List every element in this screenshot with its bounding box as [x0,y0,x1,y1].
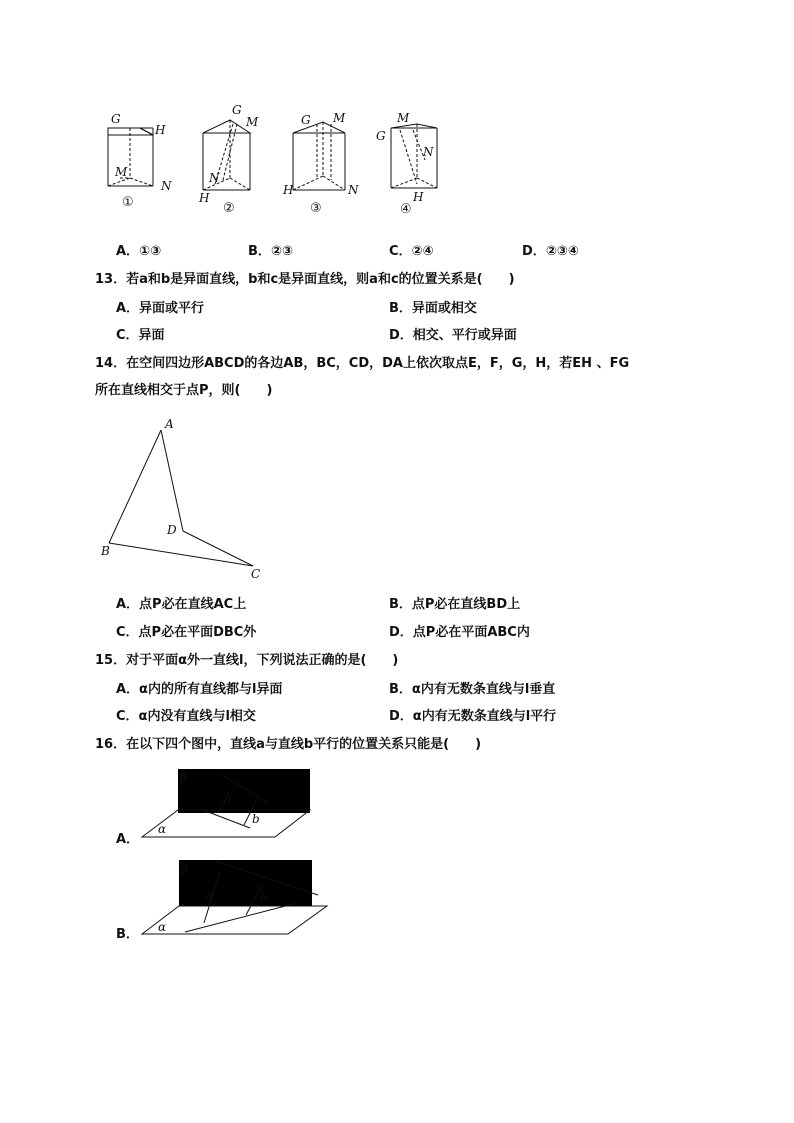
label-n: N [348,183,359,197]
label-m: M [333,111,346,125]
label-b: b [252,812,260,826]
label-a: A [165,417,174,431]
q14-stem-line2: 所在直线相交于点P，则( ) [95,383,273,398]
q12-option-c[interactable]: C．②④ [389,244,434,259]
label-m: M [115,165,128,179]
q12-option-a[interactable]: A．①③ [116,244,162,259]
q13-option-c[interactable]: C．异面 [116,328,165,343]
label-a: a [224,792,232,806]
caption-2: ② [223,201,235,216]
q12-figure [95,100,455,220]
q14-stem-line1: 14．在空间四边形ABCD的各边AB，BC，CD，DA上依次取点E，F，G，H，若EH 、FG [95,356,630,371]
label-b: B [101,544,110,558]
label-beta: β [181,862,188,876]
caption-1: ① [122,195,134,210]
q13-stem: 13．若a和b是异面直线，b和c是异面直线，则a和c的位置关系是( ) [95,272,515,287]
caption-4: ④ [400,202,412,217]
label-g: G [111,112,121,126]
q12-option-d[interactable]: D．②③④ [522,244,579,259]
q16-option-b[interactable]: B． [116,927,139,942]
q14-option-c[interactable]: C．点P必在平面DBC外 [116,625,257,640]
q15-option-c[interactable]: C．α内没有直线与l相交 [116,709,256,724]
q14-option-a[interactable]: A．点P必在直线AC上 [116,597,247,612]
prism-4 [376,111,437,217]
q15-option-b[interactable]: B．α内有无数条直线与l垂直 [389,682,556,697]
label-b: b [260,890,268,904]
q15-option-a[interactable]: A．α内的所有直线都与l异面 [116,682,283,697]
prism-1 [108,112,172,210]
label-n: N [209,171,220,185]
q13-option-d[interactable]: D．相交、平行或异面 [389,328,517,343]
label-g: G [376,129,386,143]
label-h: H [413,190,424,204]
q16-option-a[interactable]: A． [116,832,140,847]
label-h: H [283,183,294,197]
q15-stem: 15．对于平面α外一直线l，下列说法正确的是( ) [95,653,399,668]
caption-3: ③ [310,201,322,216]
label-alpha: α [158,822,167,836]
label-d: D [167,523,177,537]
q13-option-b[interactable]: B．异面或相交 [389,301,477,316]
label-beta: β [180,770,187,784]
label-m: M [246,115,259,129]
q12-option-b[interactable]: B．②③ [248,244,293,259]
prism-3 [282,111,359,216]
q14-option-d[interactable]: D．点P必在平面ABC内 [389,625,530,640]
q16-figure-a [140,765,335,845]
label-g: G [301,113,311,127]
label-g: G [232,103,242,117]
q16-figure-b [140,857,335,942]
label-a: a [206,888,214,902]
q15-option-d[interactable]: D．α内有无数条直线与l平行 [389,709,557,724]
label-h: H [155,123,166,137]
q14-option-b[interactable]: B．点P必在直线BD上 [389,597,521,612]
prism-2 [198,103,259,216]
label-n: N [161,179,172,193]
label-alpha: α [158,920,167,934]
q16-stem: 16．在以下四个图中，直线a与直线b平行的位置关系只能是( ) [95,737,482,752]
label-h: H [199,191,210,205]
q14-quadrilateral-figure [95,410,285,585]
label-n: N [423,145,434,159]
label-m: M [397,111,410,125]
label-c: C [251,567,261,581]
q13-option-a[interactable]: A．异面或平行 [116,301,205,316]
